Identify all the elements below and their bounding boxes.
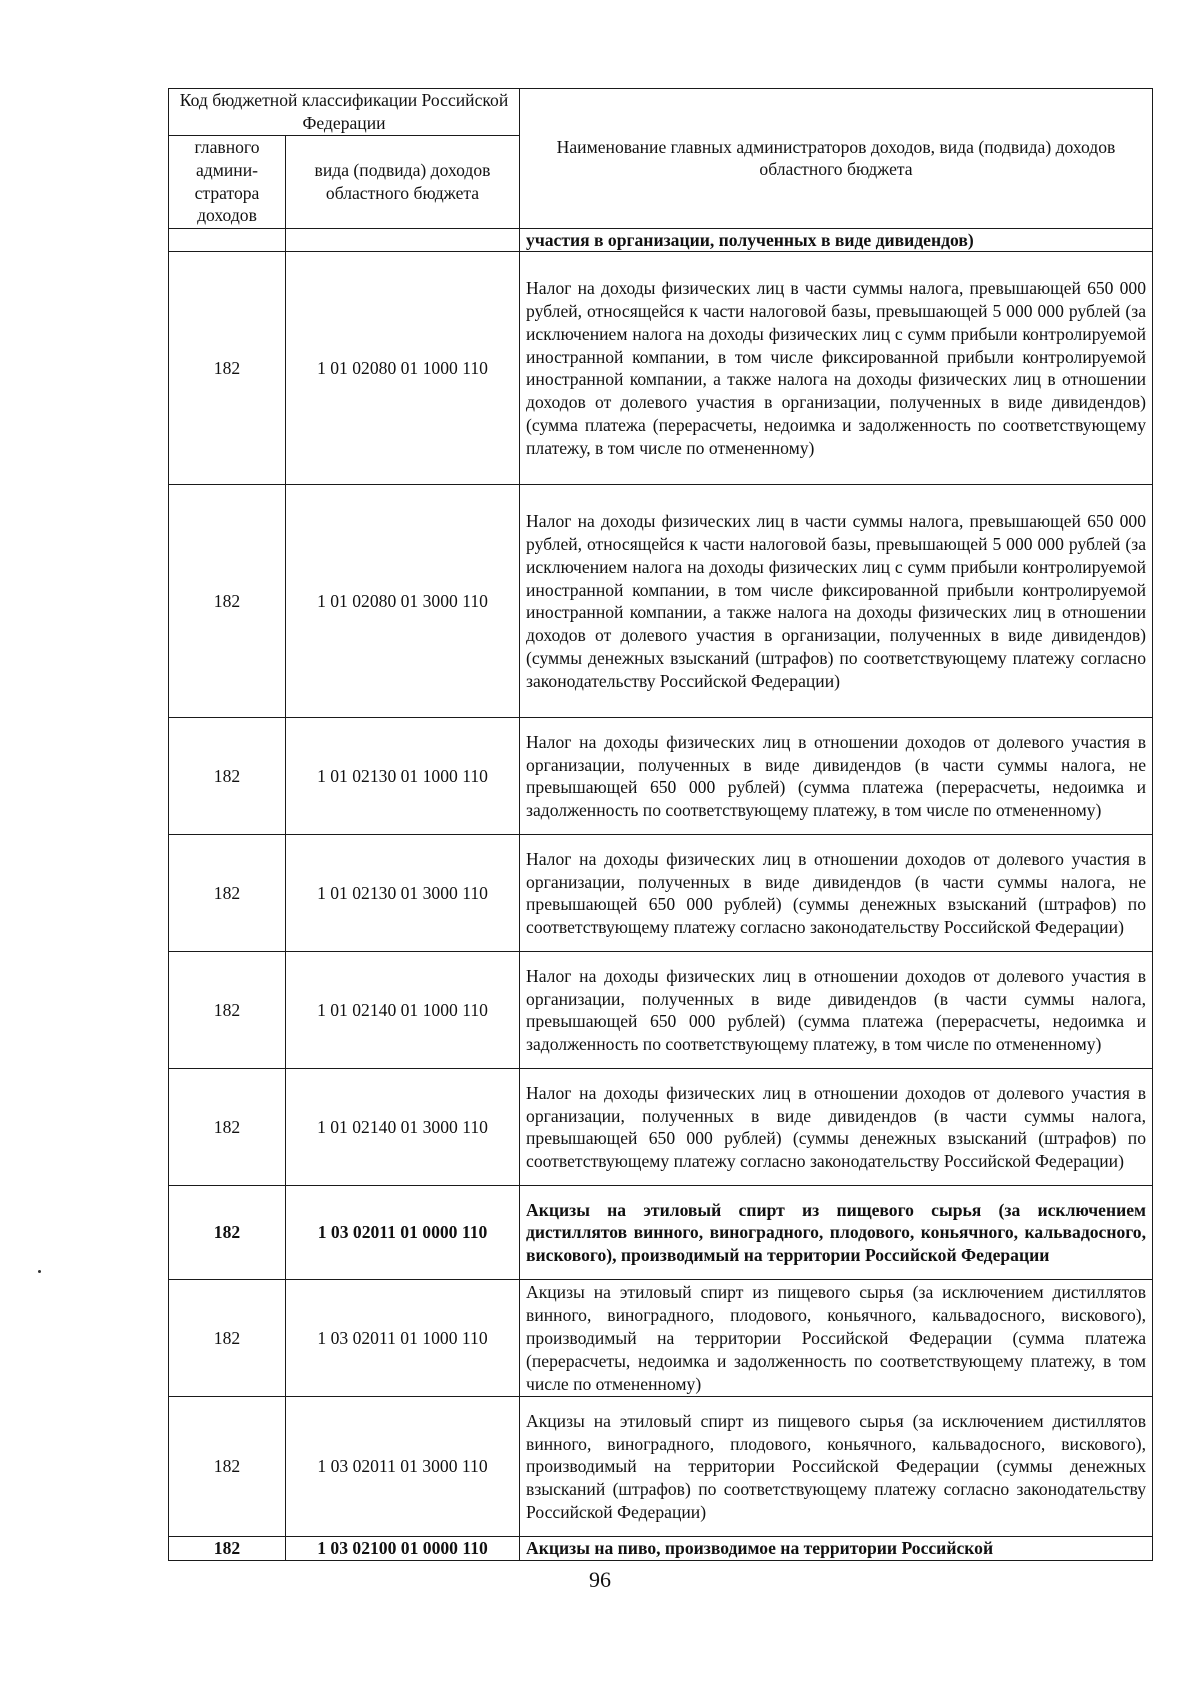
income-code-cell: 1 01 02140 01 1000 110 [286, 952, 520, 1069]
admin-code-cell: 182 [169, 952, 286, 1069]
income-code-cell: 1 01 02140 01 3000 110 [286, 1069, 520, 1186]
income-description-cell: Акцизы на этиловый спирт из пищевого сырья (за исключением дистиллятов винного, виноградного, плодового, коньячного, кальвадосного, вискового), производимый на территории Российской Федерации (суммы денежных взысканий (штрафов) по соответствующему платежу согласно законодательству Российской Федерации) [520, 1397, 1153, 1537]
income-description-cell: Налог на доходы физических лиц в отношении доходов от долевого участия в организации, полученных в виде дивидендов (в части суммы налога, не превышающей 650 000 рублей) (сумма платежа (перерасчеты, недоимка и задолженность по соответствующему платежу, в том числе по отмененному) [520, 718, 1153, 835]
income-description-cell: Налог на доходы физических лиц в отношении доходов от долевого участия в организации, полученных в виде дивидендов (в части суммы налога, превышающей 650 000 рублей) (сумма платежа (перерасчеты, недоимка и задолженность по соответствующему платежу, в том числе по отмененному) [520, 952, 1153, 1069]
continuation-row [169, 228, 1153, 252]
header-name-column: Наименование главных администраторов доходов, вида (подвида) доходов областного бюджета [520, 89, 1153, 229]
income-description-cell: Акцизы на этиловый спирт из пищевого сырья (за исключением дистиллятов винного, виноградного, плодового, коньячного, кальвадосного, вискового), производимый на территории Российской Федерации [520, 1186, 1153, 1280]
continuation-admin-cell [169, 228, 286, 252]
budget-classification-table [168, 88, 1153, 1561]
table-header [169, 89, 1153, 229]
header-code-group: Код бюджетной классификации Российской Федерации [169, 89, 520, 136]
income-code-cell: 1 01 02080 01 3000 110 [286, 485, 520, 718]
table-row [169, 718, 1153, 835]
income-code-cell: 1 01 02080 01 1000 110 [286, 252, 520, 485]
header-admin-column: главного админи-стратора доходов [169, 135, 286, 228]
admin-code-cell: 182 [169, 485, 286, 718]
table-row [169, 1069, 1153, 1186]
income-description-cell: Акцизы на пиво, производимое на территории Российской [520, 1537, 1153, 1561]
continuation-code-cell [286, 228, 520, 252]
income-code-cell: 1 01 02130 01 3000 110 [286, 835, 520, 952]
table-row [169, 835, 1153, 952]
table-row [169, 1186, 1153, 1280]
admin-code-cell: 182 [169, 1186, 286, 1280]
table-row [169, 485, 1153, 718]
header-type-column: вида (подвида) доходов областного бюджета [286, 135, 520, 228]
admin-code-cell: 182 [169, 252, 286, 485]
admin-code-cell: 182 [169, 1537, 286, 1561]
income-code-cell: 1 03 02011 01 0000 110 [286, 1186, 520, 1280]
income-description-cell: Налог на доходы физических лиц в части суммы налога, превышающей 650 000 рублей, относящейся к части налоговой базы, превышающей 5 000 000 рублей (за исключением налога на доходы физических лиц с сумм прибыли контролируемой иностранной компании, в том числе фиксированной прибыли контролируемой иностранной компании, а также налога на доходы физических лиц в отношении доходов от долевого участия в организации, полученных в виде дивидендов) (суммы денежных взысканий (штрафов) по соответствующему платежу согласно законодательству Российской Федерации) [520, 485, 1153, 718]
admin-code-cell: 182 [169, 1280, 286, 1397]
scan-speck [38, 1270, 41, 1273]
income-description-cell: Акцизы на этиловый спирт из пищевого сырья (за исключением дистиллятов винного, виноградного, плодового, коньячного, кальвадосного, вискового), производимый на территории Российской Федерации (сумма платежа (перерасчеты, недоимка и задолженность по соответствующему платежу, в том числе по отмененному) [520, 1280, 1153, 1397]
admin-code-cell: 182 [169, 1069, 286, 1186]
table-row [169, 1537, 1153, 1561]
income-description-cell: Налог на доходы физических лиц в отношении доходов от долевого участия в организации, полученных в виде дивидендов (в части суммы налога, превышающей 650 000 рублей) (суммы денежных взысканий (штрафов) по соответствующему платежу согласно законодательству Российской Федерации) [520, 1069, 1153, 1186]
income-code-cell: 1 03 02011 01 3000 110 [286, 1397, 520, 1537]
income-code-cell: 1 03 02011 01 1000 110 [286, 1280, 520, 1397]
admin-code-cell: 182 [169, 835, 286, 952]
income-code-cell: 1 01 02130 01 1000 110 [286, 718, 520, 835]
income-description-cell: Налог на доходы физических лиц в отношении доходов от долевого участия в организации, полученных в виде дивидендов (в части суммы налога, не превышающей 650 000 рублей) (суммы денежных взысканий (штрафов) по соответствующему платежу согласно законодательству Российской Федерации) [520, 835, 1153, 952]
continuation-text: участия в организации, полученных в виде дивидендов) [520, 228, 1153, 252]
page-number: 96 [589, 1567, 611, 1592]
table-body [169, 228, 1153, 1561]
table-row [169, 252, 1153, 485]
table-row [169, 1280, 1153, 1397]
admin-code-cell: 182 [169, 718, 286, 835]
income-code-cell: 1 03 02100 01 0000 110 [286, 1537, 520, 1561]
income-description-cell: Налог на доходы физических лиц в части суммы налога, превышающей 650 000 рублей, относящейся к части налоговой базы, превышающей 5 000 000 рублей (за исключением налога на доходы физических лиц с сумм прибыли контролируемой иностранной компании, в том числе фиксированной прибыли контролируемой иностранной компании, а также налога на доходы физических лиц в отношении доходов от долевого участия в организации, полученных в виде дивидендов) (сумма платежа (перерасчеты, недоимка и задолженность по соответствующему платежу, в том числе по отмененному) [520, 252, 1153, 485]
table-row [169, 1397, 1153, 1537]
admin-code-cell: 182 [169, 1397, 286, 1537]
table-row [169, 952, 1153, 1069]
